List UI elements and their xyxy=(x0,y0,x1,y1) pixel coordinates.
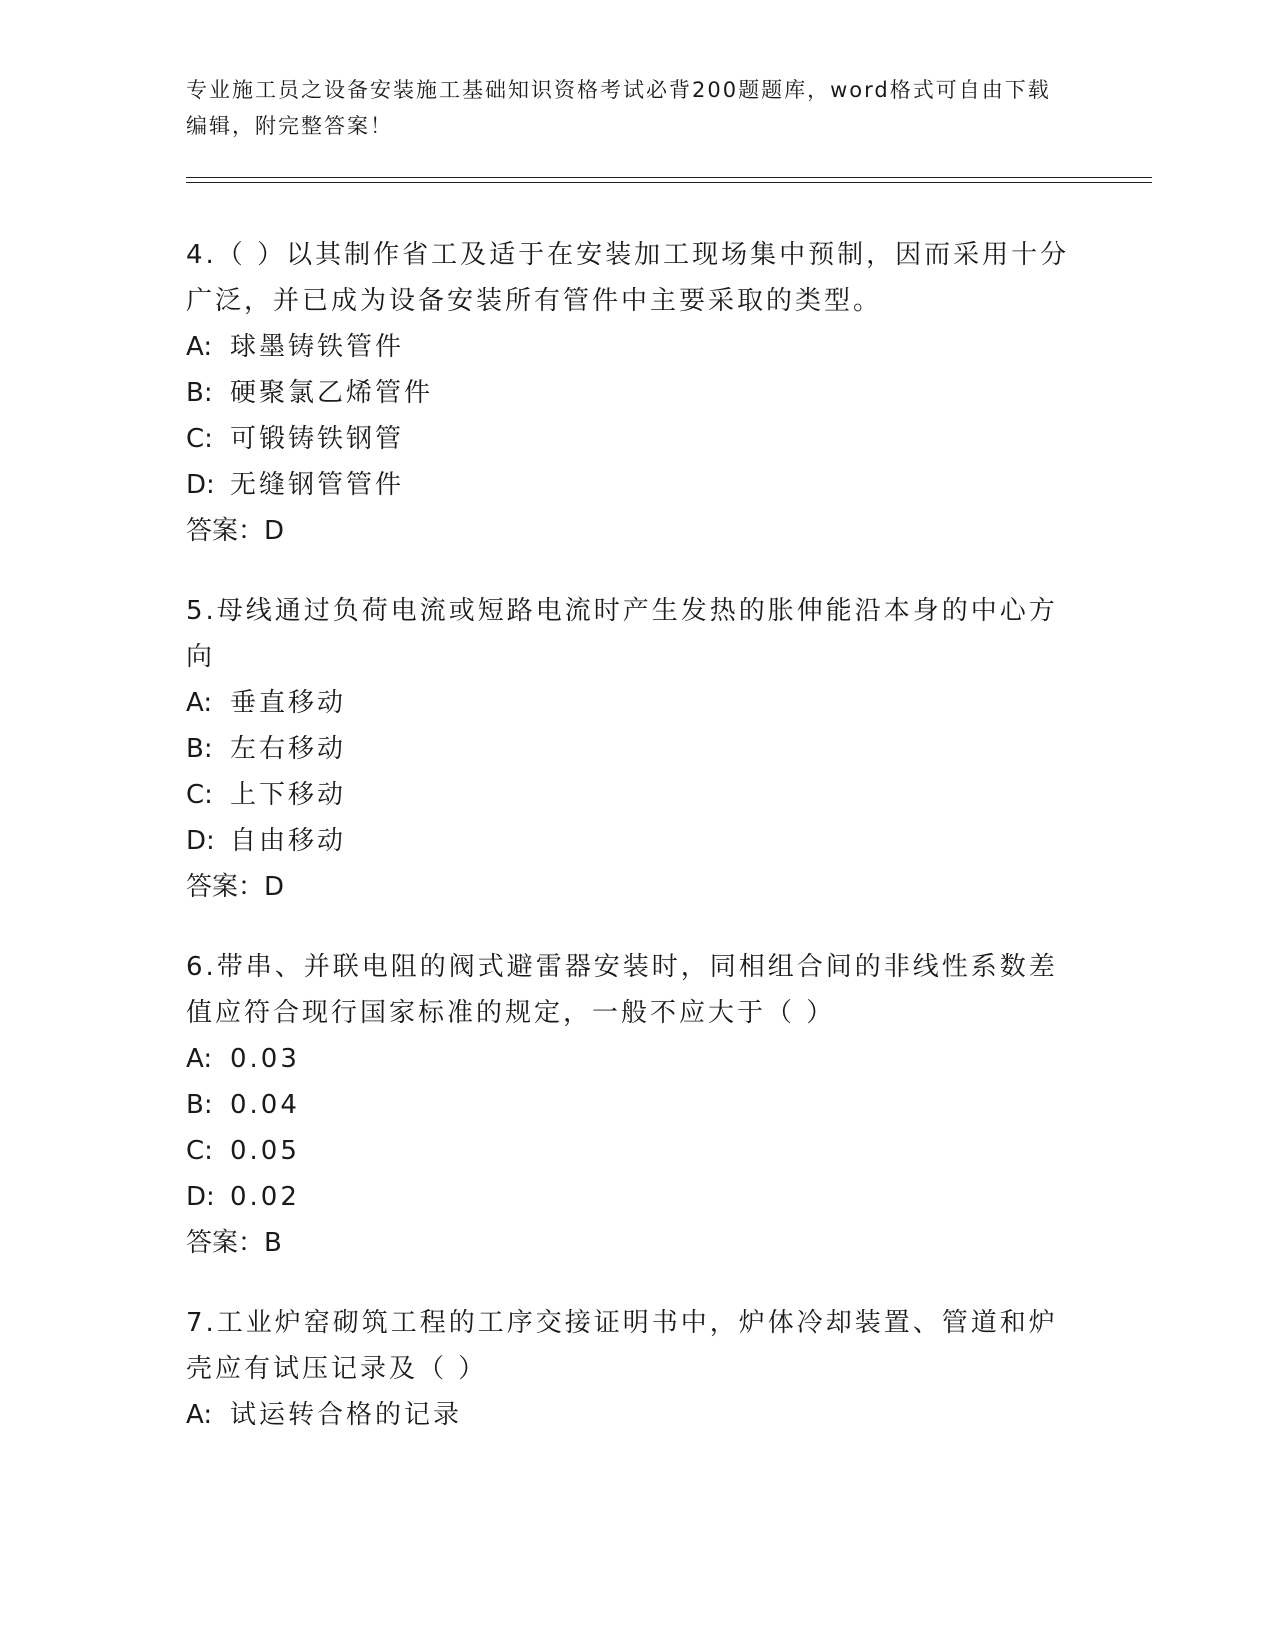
option-text: 0.05 xyxy=(230,1136,300,1166)
option-d xyxy=(186,818,1086,864)
option-text: 无缝钢管管件 xyxy=(230,470,405,500)
option-text: 球墨铸铁管件 xyxy=(230,332,405,362)
option-key: C: xyxy=(186,424,213,454)
option-d xyxy=(186,1174,1086,1220)
option-key: A: xyxy=(186,688,213,718)
option-b xyxy=(186,370,1086,416)
question-text: 6.带串、并联电阻的阀式避雷器安装时，同相组合间的非线性系数差值应符合现行国家标准的规定，一般不应大于（ ） xyxy=(186,952,1058,1028)
option-key: B: xyxy=(186,378,213,408)
question-text: 4.（ ）以其制作省工及适于在安装加工现场集中预制，因而采用十分广泛，并已成为设备安装所有管件中主要采取的类型。 xyxy=(186,240,1070,316)
option-key: B: xyxy=(186,734,213,764)
option-text: 垂直移动 xyxy=(230,688,347,718)
option-key: C: xyxy=(186,1136,213,1166)
question-item xyxy=(186,232,1086,554)
option-text: 自由移动 xyxy=(230,826,347,856)
option-c xyxy=(186,772,1086,818)
option-key: D: xyxy=(186,1182,215,1212)
option-key: B: xyxy=(186,1090,213,1120)
option-text: 上下移动 xyxy=(230,780,347,810)
option-a xyxy=(186,1392,1086,1438)
answer-line: 答案：D xyxy=(186,872,285,902)
option-b xyxy=(186,1082,1086,1128)
question-item xyxy=(186,588,1086,910)
question-item xyxy=(186,1300,1086,1438)
option-b xyxy=(186,726,1086,772)
option-text: 0.04 xyxy=(230,1090,300,1120)
option-a xyxy=(186,1036,1086,1082)
option-key: D: xyxy=(186,826,215,856)
option-key: C: xyxy=(186,780,213,810)
option-c xyxy=(186,416,1086,462)
header-divider-bottom xyxy=(186,182,1152,183)
header-divider-top xyxy=(186,177,1152,178)
option-key: A: xyxy=(186,1044,213,1074)
option-text: 左右移动 xyxy=(230,734,347,764)
option-text: 硬聚氯乙烯管件 xyxy=(230,378,434,408)
option-key: A: xyxy=(186,1400,213,1430)
option-text: 可锻铸铁钢管 xyxy=(230,424,405,454)
question-text: 7.工业炉窑砌筑工程的工序交接证明书中，炉体冷却装置、管道和炉壳应有试压记录及（ ） xyxy=(186,1308,1058,1384)
option-a xyxy=(186,324,1086,370)
question-text: 5.母线通过负荷电流或短路电流时产生发热的胀伸能沿本身的中心方向 xyxy=(186,596,1058,672)
document-header: 专业施工员之设备安装施工基础知识资格考试必背200题题库，word格式可自由下载编辑，附完整答案！ xyxy=(186,78,1051,138)
question-list xyxy=(186,232,1086,1472)
question-item xyxy=(186,944,1086,1266)
answer-line: 答案：D xyxy=(186,516,285,546)
option-key: D: xyxy=(186,470,215,500)
option-a xyxy=(186,680,1086,726)
option-text: 0.02 xyxy=(230,1182,300,1212)
option-d xyxy=(186,462,1086,508)
option-text: 0.03 xyxy=(230,1044,300,1074)
option-text: 试运转合格的记录 xyxy=(230,1400,463,1430)
answer-line: 答案：B xyxy=(186,1228,282,1258)
option-key: A: xyxy=(186,332,213,362)
option-c xyxy=(186,1128,1086,1174)
